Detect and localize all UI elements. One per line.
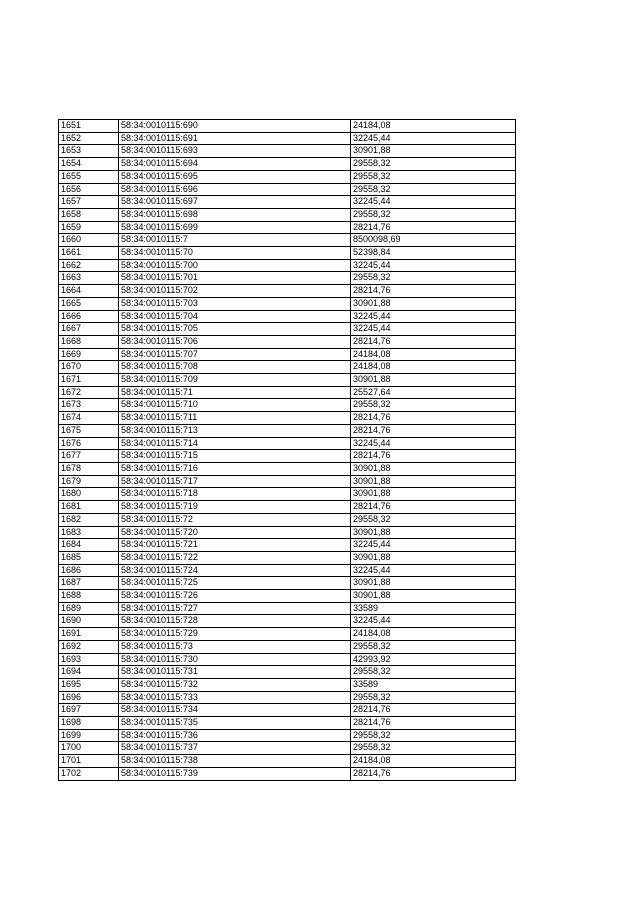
cadastral-number-cell: 58:34:0010115:731	[119, 666, 351, 679]
row-number-cell: 1688	[59, 590, 119, 603]
table-row	[59, 424, 516, 437]
row-number-cell: 1695	[59, 678, 119, 691]
table-row	[59, 564, 516, 577]
value-cell: 24184,08	[351, 348, 516, 361]
cadastral-number-cell: 58:34:0010115:691	[119, 132, 351, 145]
table-row	[59, 590, 516, 603]
row-number-cell: 1676	[59, 437, 119, 450]
value-cell: 32245,44	[351, 539, 516, 552]
row-number-cell: 1657	[59, 196, 119, 209]
cadastral-number-cell: 58:34:0010115:719	[119, 501, 351, 514]
value-cell: 28214,76	[351, 767, 516, 780]
row-number-cell: 1690	[59, 615, 119, 628]
table-row	[59, 729, 516, 742]
cadastral-number-cell: 58:34:0010115:711	[119, 412, 351, 425]
row-number-cell: 1683	[59, 526, 119, 539]
table-body	[59, 120, 516, 781]
cadastral-number-cell: 58:34:0010115:709	[119, 374, 351, 387]
row-number-cell: 1693	[59, 653, 119, 666]
cadastral-number-cell: 58:34:0010115:729	[119, 628, 351, 641]
row-number-cell: 1680	[59, 488, 119, 501]
table-row	[59, 158, 516, 171]
table-row	[59, 120, 516, 133]
value-cell: 32245,44	[351, 323, 516, 336]
table-row	[59, 628, 516, 641]
row-number-cell: 1673	[59, 399, 119, 412]
row-number-cell: 1701	[59, 755, 119, 768]
value-cell: 29558,32	[351, 640, 516, 653]
value-cell: 30901,88	[351, 577, 516, 590]
table-row	[59, 501, 516, 514]
value-cell: 30901,88	[351, 297, 516, 310]
row-number-cell: 1684	[59, 539, 119, 552]
cadastral-number-cell: 58:34:0010115:702	[119, 285, 351, 298]
value-cell: 30901,88	[351, 374, 516, 387]
row-number-cell: 1677	[59, 450, 119, 463]
value-cell: 32245,44	[351, 132, 516, 145]
cadastral-number-cell: 58:34:0010115:700	[119, 259, 351, 272]
row-number-cell: 1651	[59, 120, 119, 133]
cadastral-number-cell: 58:34:0010115:699	[119, 221, 351, 234]
value-cell: 29558,32	[351, 208, 516, 221]
table-row	[59, 691, 516, 704]
value-cell: 28214,76	[351, 424, 516, 437]
table-row	[59, 412, 516, 425]
table-row	[59, 539, 516, 552]
row-number-cell: 1685	[59, 551, 119, 564]
cadastral-number-cell: 58:34:0010115:725	[119, 577, 351, 590]
cadastral-number-cell: 58:34:0010115:734	[119, 704, 351, 717]
value-cell: 33589	[351, 678, 516, 691]
cadastral-number-cell: 58:34:0010115:715	[119, 450, 351, 463]
cadastral-number-cell: 58:34:0010115:694	[119, 158, 351, 171]
row-number-cell: 1696	[59, 691, 119, 704]
value-cell: 29558,32	[351, 183, 516, 196]
cadastral-value-table	[58, 119, 516, 781]
row-number-cell: 1674	[59, 412, 119, 425]
table-row	[59, 678, 516, 691]
row-number-cell: 1679	[59, 475, 119, 488]
cadastral-number-cell: 58:34:0010115:714	[119, 437, 351, 450]
cadastral-number-cell: 58:34:0010115:696	[119, 183, 351, 196]
value-cell: 30901,88	[351, 145, 516, 158]
table-row	[59, 666, 516, 679]
table-row	[59, 640, 516, 653]
cadastral-number-cell: 58:34:0010115:710	[119, 399, 351, 412]
cadastral-number-cell: 58:34:0010115:736	[119, 729, 351, 742]
cadastral-number-cell: 58:34:0010115:718	[119, 488, 351, 501]
value-cell: 29558,32	[351, 158, 516, 171]
value-cell: 32245,44	[351, 564, 516, 577]
row-number-cell: 1698	[59, 717, 119, 730]
value-cell: 29558,32	[351, 742, 516, 755]
value-cell: 30901,88	[351, 462, 516, 475]
value-cell: 32245,44	[351, 310, 516, 323]
row-number-cell: 1697	[59, 704, 119, 717]
table-row	[59, 310, 516, 323]
table-row	[59, 450, 516, 463]
row-number-cell: 1652	[59, 132, 119, 145]
cadastral-number-cell: 58:34:0010115:707	[119, 348, 351, 361]
cadastral-number-cell: 58:34:0010115:727	[119, 602, 351, 615]
value-cell: 28214,76	[351, 335, 516, 348]
row-number-cell: 1694	[59, 666, 119, 679]
table-row	[59, 335, 516, 348]
row-number-cell: 1668	[59, 335, 119, 348]
cadastral-number-cell: 58:34:0010115:722	[119, 551, 351, 564]
value-cell: 28214,76	[351, 221, 516, 234]
table-row	[59, 285, 516, 298]
table-row	[59, 170, 516, 183]
value-cell: 30901,88	[351, 551, 516, 564]
row-number-cell: 1682	[59, 513, 119, 526]
cadastral-number-cell: 58:34:0010115:735	[119, 717, 351, 730]
cadastral-number-cell: 58:34:0010115:71	[119, 386, 351, 399]
table-row	[59, 196, 516, 209]
cadastral-number-cell: 58:34:0010115:733	[119, 691, 351, 704]
cadastral-number-cell: 58:34:0010115:697	[119, 196, 351, 209]
row-number-cell: 1687	[59, 577, 119, 590]
value-cell: 28214,76	[351, 285, 516, 298]
cadastral-number-cell: 58:34:0010115:73	[119, 640, 351, 653]
value-cell: 33589	[351, 602, 516, 615]
cadastral-number-cell: 58:34:0010115:739	[119, 767, 351, 780]
table-row	[59, 602, 516, 615]
table-row	[59, 513, 516, 526]
value-cell: 24184,08	[351, 755, 516, 768]
cadastral-number-cell: 58:34:0010115:732	[119, 678, 351, 691]
value-cell: 30901,88	[351, 526, 516, 539]
value-cell: 29558,32	[351, 272, 516, 285]
value-cell: 52398,84	[351, 247, 516, 260]
value-cell: 30901,88	[351, 475, 516, 488]
row-number-cell: 1664	[59, 285, 119, 298]
value-cell: 29558,32	[351, 729, 516, 742]
value-cell: 8500098,69	[351, 234, 516, 247]
value-cell: 29558,32	[351, 170, 516, 183]
cadastral-number-cell: 58:34:0010115:717	[119, 475, 351, 488]
cadastral-number-cell: 58:34:0010115:708	[119, 361, 351, 374]
table-row	[59, 475, 516, 488]
value-cell: 32245,44	[351, 259, 516, 272]
table-row	[59, 717, 516, 730]
row-number-cell: 1691	[59, 628, 119, 641]
cadastral-number-cell: 58:34:0010115:726	[119, 590, 351, 603]
table-row	[59, 183, 516, 196]
cadastral-number-cell: 58:34:0010115:698	[119, 208, 351, 221]
value-cell: 42993,92	[351, 653, 516, 666]
row-number-cell: 1667	[59, 323, 119, 336]
cadastral-number-cell: 58:34:0010115:720	[119, 526, 351, 539]
cadastral-number-cell: 58:34:0010115:724	[119, 564, 351, 577]
value-cell: 24184,08	[351, 120, 516, 133]
table-row	[59, 272, 516, 285]
table-row	[59, 259, 516, 272]
value-cell: 29558,32	[351, 513, 516, 526]
row-number-cell: 1686	[59, 564, 119, 577]
row-number-cell: 1659	[59, 221, 119, 234]
cadastral-number-cell: 58:34:0010115:7	[119, 234, 351, 247]
value-cell: 28214,76	[351, 501, 516, 514]
table-row	[59, 526, 516, 539]
cadastral-number-cell: 58:34:0010115:738	[119, 755, 351, 768]
cadastral-number-cell: 58:34:0010115:716	[119, 462, 351, 475]
table-row	[59, 234, 516, 247]
row-number-cell: 1681	[59, 501, 119, 514]
table-row	[59, 247, 516, 260]
table-row	[59, 577, 516, 590]
table-row	[59, 145, 516, 158]
row-number-cell: 1699	[59, 729, 119, 742]
row-number-cell: 1692	[59, 640, 119, 653]
cadastral-number-cell: 58:34:0010115:704	[119, 310, 351, 323]
row-number-cell: 1665	[59, 297, 119, 310]
cadastral-number-cell: 58:34:0010115:721	[119, 539, 351, 552]
table-row	[59, 386, 516, 399]
cadastral-number-cell: 58:34:0010115:72	[119, 513, 351, 526]
cadastral-number-cell: 58:34:0010115:705	[119, 323, 351, 336]
table-row	[59, 462, 516, 475]
cadastral-number-cell: 58:34:0010115:693	[119, 145, 351, 158]
value-cell: 28214,76	[351, 717, 516, 730]
value-cell: 32245,44	[351, 196, 516, 209]
table-row	[59, 361, 516, 374]
row-number-cell: 1655	[59, 170, 119, 183]
table-row	[59, 704, 516, 717]
table-row	[59, 437, 516, 450]
table-row	[59, 488, 516, 501]
value-cell: 29558,32	[351, 399, 516, 412]
value-cell: 28214,76	[351, 450, 516, 463]
value-cell: 32245,44	[351, 615, 516, 628]
table-row	[59, 767, 516, 780]
table-row	[59, 615, 516, 628]
table-row	[59, 221, 516, 234]
table-row	[59, 551, 516, 564]
cadastral-number-cell: 58:34:0010115:70	[119, 247, 351, 260]
table-row	[59, 208, 516, 221]
cadastral-number-cell: 58:34:0010115:713	[119, 424, 351, 437]
value-cell: 30901,88	[351, 488, 516, 501]
row-number-cell: 1689	[59, 602, 119, 615]
cadastral-number-cell: 58:34:0010115:706	[119, 335, 351, 348]
table-row	[59, 348, 516, 361]
row-number-cell: 1672	[59, 386, 119, 399]
value-cell: 32245,44	[351, 437, 516, 450]
row-number-cell: 1660	[59, 234, 119, 247]
cadastral-number-cell: 58:34:0010115:690	[119, 120, 351, 133]
row-number-cell: 1661	[59, 247, 119, 260]
table-row	[59, 323, 516, 336]
cadastral-number-cell: 58:34:0010115:737	[119, 742, 351, 755]
row-number-cell: 1702	[59, 767, 119, 780]
value-cell: 29558,32	[351, 666, 516, 679]
cadastral-number-cell: 58:34:0010115:695	[119, 170, 351, 183]
cadastral-number-cell: 58:34:0010115:730	[119, 653, 351, 666]
table-row	[59, 374, 516, 387]
cadastral-number-cell: 58:34:0010115:701	[119, 272, 351, 285]
row-number-cell: 1654	[59, 158, 119, 171]
table-row	[59, 399, 516, 412]
row-number-cell: 1656	[59, 183, 119, 196]
row-number-cell: 1666	[59, 310, 119, 323]
row-number-cell: 1669	[59, 348, 119, 361]
table-row	[59, 653, 516, 666]
row-number-cell: 1663	[59, 272, 119, 285]
row-number-cell: 1671	[59, 374, 119, 387]
row-number-cell: 1662	[59, 259, 119, 272]
row-number-cell: 1670	[59, 361, 119, 374]
row-number-cell: 1653	[59, 145, 119, 158]
row-number-cell: 1678	[59, 462, 119, 475]
value-cell: 24184,08	[351, 628, 516, 641]
row-number-cell: 1700	[59, 742, 119, 755]
table-row	[59, 132, 516, 145]
cadastral-number-cell: 58:34:0010115:728	[119, 615, 351, 628]
table-row	[59, 742, 516, 755]
row-number-cell: 1658	[59, 208, 119, 221]
cadastral-number-cell: 58:34:0010115:703	[119, 297, 351, 310]
row-number-cell: 1675	[59, 424, 119, 437]
value-cell: 25527,64	[351, 386, 516, 399]
value-cell: 24184,08	[351, 361, 516, 374]
table-row	[59, 297, 516, 310]
table-row	[59, 755, 516, 768]
value-cell: 29558,32	[351, 691, 516, 704]
value-cell: 28214,76	[351, 412, 516, 425]
value-cell: 28214,76	[351, 704, 516, 717]
value-cell: 30901,88	[351, 590, 516, 603]
